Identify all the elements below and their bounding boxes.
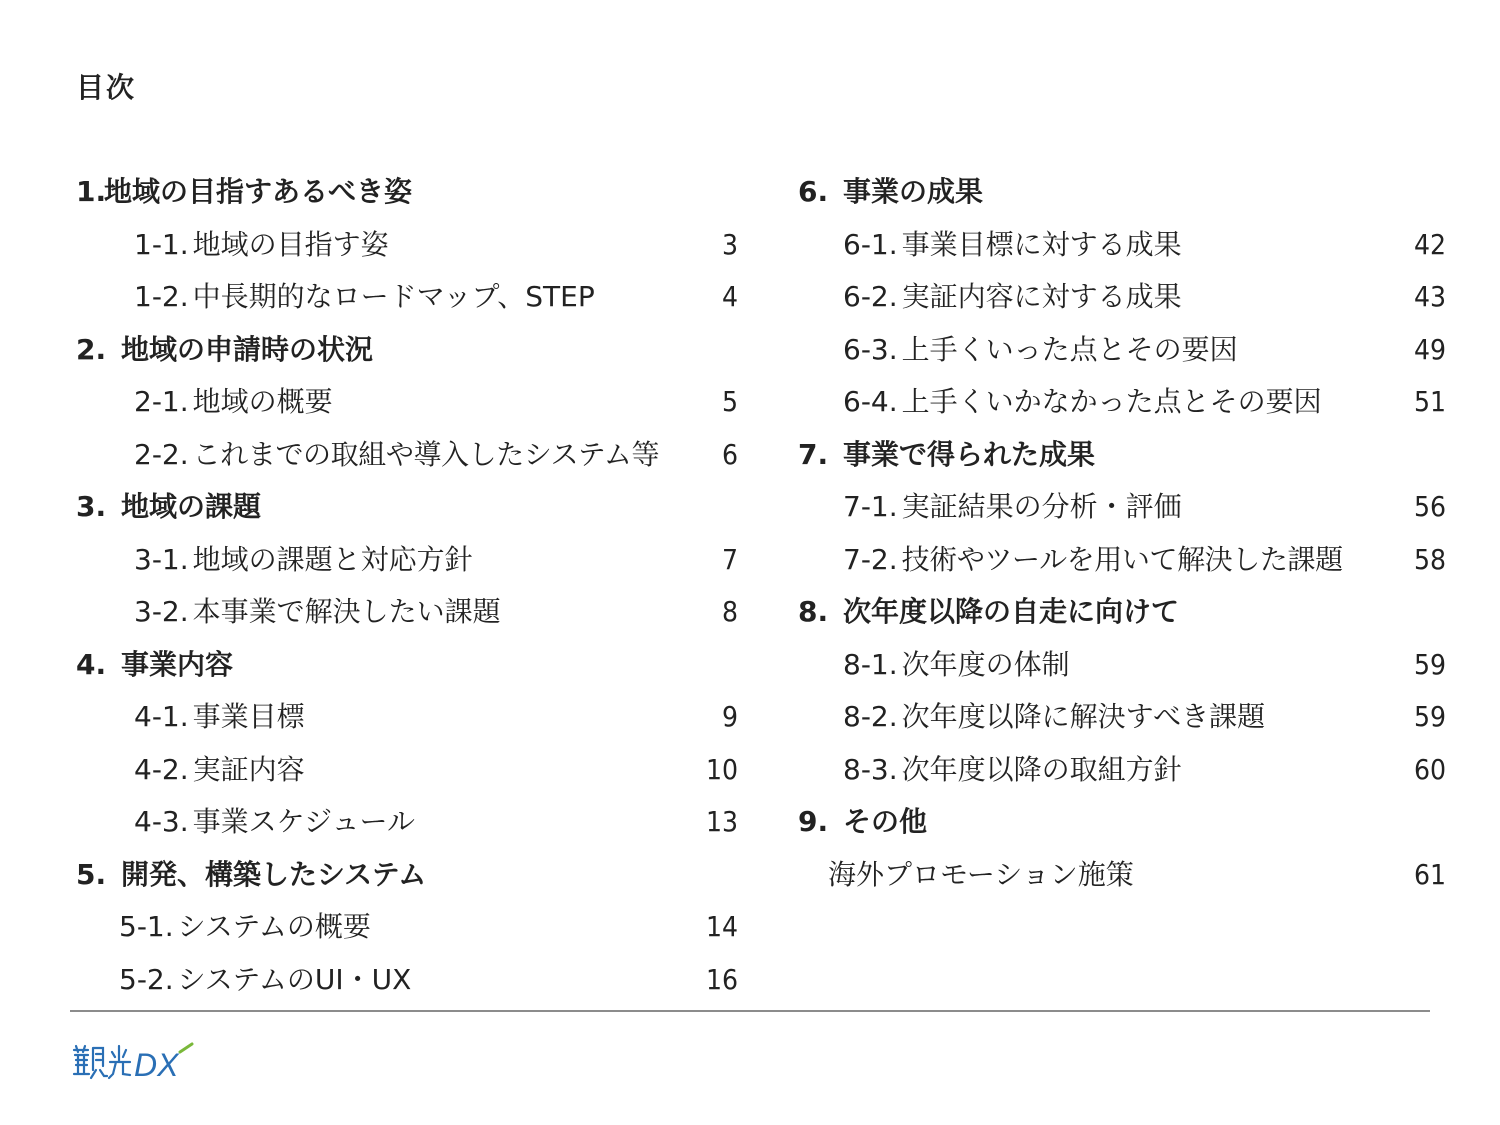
toc-page-number: 9 [721, 700, 738, 733]
toc-number: 1. [76, 175, 107, 208]
toc-item-7-1[interactable] [798, 481, 1446, 534]
toc-number: 7-1. [843, 490, 898, 523]
toc-number: 8-2. [843, 700, 898, 733]
toc-item-5-1[interactable] [76, 901, 738, 954]
toc-page-number: 5 [721, 385, 738, 418]
toc-label: システムの概要 [177, 910, 371, 943]
toc-label: 中長期的なロードマップ、STEP [192, 280, 595, 313]
toc-item-6-2[interactable] [798, 271, 1446, 324]
toc-page-number: 43 [1413, 280, 1446, 313]
toc-number: 2-2. [134, 437, 189, 471]
toc-label: 地域の課題 [121, 490, 262, 523]
toc-label: 技術やツールを用いて解決した課題 [901, 542, 1343, 576]
toc-label: システムのUI・UX [177, 962, 412, 996]
toc-page-number: 10 [705, 752, 738, 786]
toc-item-5-2[interactable] [76, 954, 738, 1007]
toc-section-1[interactable] [76, 166, 738, 219]
toc-label: 次年度以降の取組方針 [901, 752, 1182, 786]
toc-page-number: 60 [1413, 752, 1446, 786]
toc-number: 4-2. [134, 752, 189, 786]
toc-label: 地域の目指す姿 [192, 227, 389, 261]
toc-label: 事業目標に対する成果 [901, 227, 1182, 261]
toc-section-4[interactable] [76, 639, 738, 692]
toc-item-2-1[interactable] [76, 376, 738, 429]
toc-label: 上手くいった点とその要因 [901, 332, 1238, 366]
toc-item-4-2[interactable] [76, 744, 738, 797]
toc-page-number: 7 [721, 542, 738, 576]
toc-number: 6-2. [843, 280, 898, 313]
toc-left-column [76, 166, 738, 1006]
toc-label: 海外プロモーション施策 [828, 857, 1134, 891]
toc-number: 6-4. [843, 385, 898, 418]
toc-page-number: 58 [1413, 542, 1446, 576]
toc-item-8-3[interactable] [798, 744, 1446, 797]
toc-item-4-1[interactable] [76, 691, 738, 744]
toc-item-8-2[interactable] [798, 691, 1446, 744]
toc-label: 実証内容 [192, 752, 305, 786]
logo-kanji-kan [74, 1046, 107, 1078]
toc-section-5[interactable] [76, 849, 738, 902]
toc-number: 6-1. [843, 227, 898, 261]
toc-number: 4. [76, 647, 107, 681]
toc-label: 次年度以降に解決すべき課題 [901, 700, 1266, 733]
toc-label: 事業で得られた成果 [843, 437, 1096, 471]
toc-number: 8-1. [843, 647, 898, 681]
toc-page-number: 61 [1413, 857, 1446, 891]
toc-label: 事業の成果 [843, 175, 984, 208]
toc-label: 地域の目指すあるべき姿 [104, 175, 413, 208]
toc-number: 3-1. [134, 542, 189, 576]
toc-page-number: 3 [721, 227, 738, 261]
toc-label: 実証内容に対する成果 [901, 280, 1182, 313]
toc-item-4-3[interactable] [76, 796, 738, 849]
toc-page-number: 59 [1413, 700, 1446, 733]
toc-section-3[interactable] [76, 481, 738, 534]
toc-page-number: 16 [705, 962, 738, 996]
toc-section-8[interactable] [798, 586, 1446, 639]
toc-number: 5. [76, 857, 107, 891]
toc-right-column [798, 166, 1446, 901]
footer-divider [70, 1010, 1430, 1012]
toc-label: 実証結果の分析・評価 [901, 490, 1182, 523]
toc-number: 7-2. [843, 542, 898, 576]
toc-label: 事業内容 [121, 647, 234, 681]
kanko-dx-logo [70, 1040, 200, 1084]
toc-section-2[interactable] [76, 324, 738, 377]
toc-item-3-2[interactable] [76, 586, 738, 639]
toc-label: その他 [843, 805, 928, 838]
toc-label: 開発、構築したシステム [121, 857, 427, 891]
toc-label: 次年度以降の自走に向けて [843, 595, 1180, 628]
toc-number: 8-3. [843, 752, 898, 786]
toc-number: 2. [76, 332, 107, 366]
toc-label: これまでの取組や導入したシステム等 [192, 437, 660, 471]
toc-item-6-1[interactable] [798, 219, 1446, 272]
toc-number: 7. [798, 437, 829, 471]
logo-accent-stroke [180, 1044, 192, 1052]
toc-number: 4-3. [134, 805, 189, 838]
toc-page-number: 4 [721, 280, 738, 313]
toc-number: 8. [798, 595, 829, 628]
toc-page-number: 6 [721, 437, 738, 471]
toc-page-number: 42 [1413, 227, 1446, 261]
toc-number: 9. [798, 805, 829, 838]
toc-item-1-1[interactable] [76, 219, 738, 272]
toc-label: 事業スケジュール [192, 805, 415, 838]
toc-label: 地域の課題と対応方針 [192, 542, 473, 576]
toc-page-number: 56 [1413, 490, 1446, 523]
toc-item-3-1[interactable] [76, 534, 738, 587]
toc-item-1-2[interactable] [76, 271, 738, 324]
logo-text-dx: DX [134, 1047, 179, 1083]
toc-number: 4-1. [134, 700, 189, 733]
toc-item-8-1[interactable] [798, 639, 1446, 692]
toc-page-number: 14 [705, 910, 738, 943]
toc-number: 3. [76, 490, 107, 523]
page-title: 目次 [76, 71, 137, 104]
toc-number: 2-1. [134, 385, 189, 418]
toc-number: 6-3. [843, 332, 898, 366]
toc-number: 5-1. [119, 910, 174, 943]
toc-label: 上手くいかなかった点とその要因 [901, 385, 1322, 418]
toc-item-9-overseas-promotion[interactable] [798, 849, 1446, 902]
toc-label: 地域の概要 [192, 385, 333, 418]
toc-section-6[interactable] [798, 166, 1446, 219]
toc-section-7[interactable] [798, 429, 1446, 482]
toc-page-number: 8 [721, 595, 738, 628]
logo-kanji-ko [109, 1046, 130, 1078]
toc-number: 5-2. [119, 962, 174, 996]
toc-page-number: 51 [1413, 385, 1446, 418]
toc-label: 次年度の体制 [901, 647, 1070, 681]
toc-item-6-4[interactable] [798, 376, 1446, 429]
toc-section-9[interactable] [798, 796, 1446, 849]
toc-item-2-2[interactable] [76, 429, 738, 482]
toc-item-6-3[interactable] [798, 324, 1446, 377]
toc-label: 地域の申請時の状況 [121, 332, 374, 366]
toc-number: 1-1. [134, 227, 189, 261]
toc-page-number: 49 [1413, 332, 1446, 366]
toc-item-7-2[interactable] [798, 534, 1446, 587]
toc-number: 1-2. [134, 280, 189, 313]
toc-label: 事業目標 [192, 700, 305, 733]
toc-number: 3-2. [134, 595, 189, 628]
toc-page-number: 59 [1413, 647, 1446, 681]
toc-page-number: 13 [705, 805, 738, 838]
toc-number: 6. [798, 175, 829, 208]
toc-label: 本事業で解決したい課題 [192, 595, 501, 628]
